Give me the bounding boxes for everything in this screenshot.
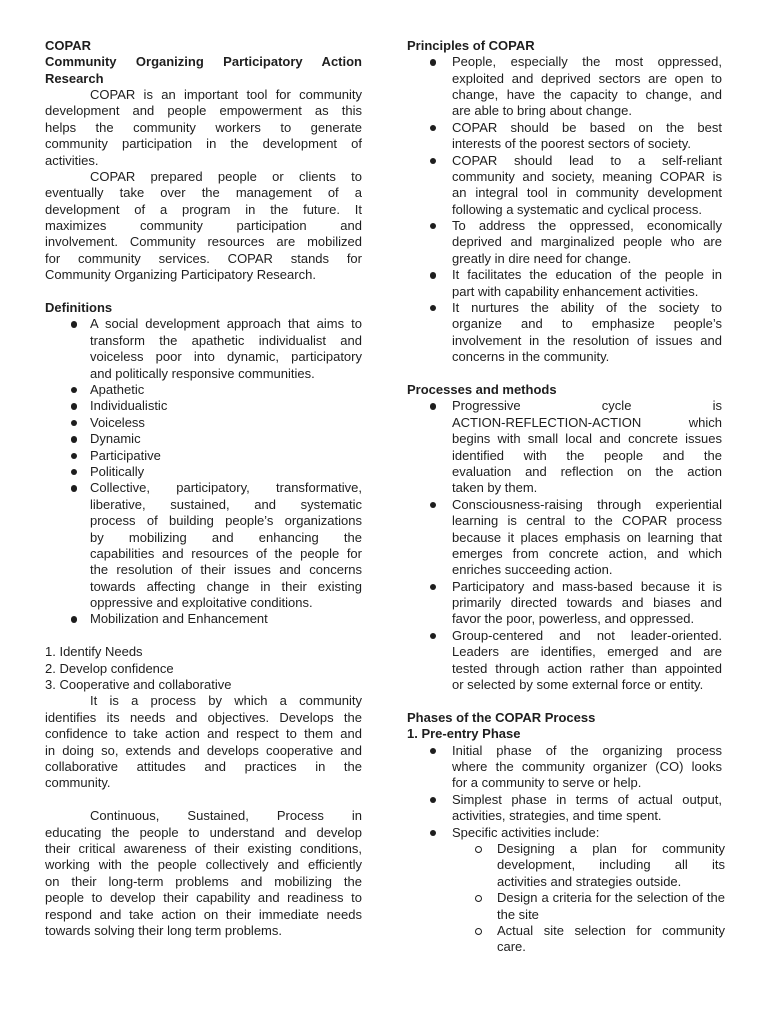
bullet-icon (71, 387, 77, 393)
text-line: COPAR should be based on the best (452, 119, 722, 135)
text-line: Community Organizing Participatory Research. (45, 267, 316, 283)
text-line: their critical awareness of their existing conditions, (45, 840, 362, 856)
text-line: respond and take action on their immediate needs (45, 906, 362, 922)
text-line: and politically responsive communities. (90, 365, 315, 381)
text-line: identifies its needs and objectives. Develops the (45, 709, 362, 725)
text-line: an integral tool in community development (452, 185, 722, 201)
text-line: the resolution of their issues and concerns (90, 562, 362, 578)
bullet-icon (430, 584, 436, 590)
text-line: Actual site selection for community (497, 922, 725, 938)
text-line: eventually take over the management of a (45, 185, 362, 201)
text-line: Consciousness-raising through experiential (452, 496, 722, 512)
bullet-icon (430, 305, 436, 311)
intro-paragraph (45, 87, 362, 169)
text-line: working with the people collectively and efficiently (45, 857, 362, 873)
text-line: deprived and marginalized people who are (452, 234, 722, 250)
process-item (407, 579, 722, 628)
blank-line (45, 284, 362, 300)
principles-list (407, 54, 725, 365)
phase-item (407, 825, 722, 841)
bullet-icon (71, 403, 77, 409)
bullet-icon (430, 158, 436, 164)
principle-item (407, 153, 722, 219)
definition-item (45, 464, 362, 480)
text-line: involvement. Community resources are mobilized (45, 234, 362, 250)
text-line: tested through action rather than appointed (452, 660, 722, 676)
text-line: COPAR should lead to a self-reliant (452, 152, 722, 168)
definition-item (45, 382, 362, 398)
definition-item (45, 415, 362, 431)
bullet-icon (71, 420, 77, 426)
text-line: Designing a plan for community (497, 840, 725, 856)
text-line: by mobilizing and enhancing the (90, 529, 362, 545)
principle-item (407, 54, 722, 120)
blank-line (45, 628, 362, 644)
text-line: or selected by some external force or entity. (452, 677, 704, 693)
text-line: Collective, participatory, transformative, (90, 480, 362, 496)
blank-line (45, 792, 362, 808)
bullet-icon (430, 272, 436, 278)
text-line: activities and strategies outside. (497, 873, 682, 889)
text-line: towards solving their long term problems. (45, 922, 282, 938)
definition-item (45, 398, 362, 414)
bullet-icon (430, 502, 436, 508)
text-line: helps the community workers to generate (45, 119, 362, 135)
text-line: favor the poor, powerless, and oppressed. (452, 611, 695, 627)
text-line: Participatory and mass-based because it is (452, 578, 722, 594)
hollow-bullet-icon (475, 846, 482, 853)
principle-item (407, 120, 722, 153)
text-line: Initial phase of the organizing process (452, 742, 722, 758)
text-line: It nurtures the ability of the society to (452, 300, 722, 316)
bullet-icon (430, 59, 436, 65)
definition-item (45, 431, 362, 447)
blank-line (407, 366, 725, 382)
text-line: change, have the capacity to change, and (452, 86, 722, 102)
text-line: community and society, meaning COPAR is (452, 168, 722, 184)
bullet-icon (71, 469, 77, 475)
subsection-heading: 1. Pre-entry Phase (407, 726, 521, 742)
text-line: To address the oppressed, economically (452, 218, 722, 234)
text-line: on their long-term problems and mobilizing the (45, 873, 362, 889)
text-line: care. (497, 939, 526, 955)
text-line: Research (45, 70, 104, 86)
text-line: It is a process by which a community (90, 693, 362, 709)
text-line: A social development approach that aims to (90, 316, 362, 332)
text-line: where the community organizer (CO) looks (452, 758, 722, 774)
left-column (45, 38, 362, 939)
hollow-bullet-icon (475, 928, 482, 935)
section-heading: Definitions (45, 300, 113, 316)
text-line: Voiceless (90, 414, 145, 430)
text-line: concerns in the community. (452, 349, 610, 365)
text-line: COPAR is an important tool for community (90, 86, 362, 102)
text-line: capabilities and resources of the people for (90, 545, 362, 561)
bullet-icon (71, 485, 77, 491)
text-line: part with capability enhancement activities. (452, 283, 699, 299)
bullet-icon (71, 436, 77, 442)
section-heading: Processes and methods (407, 382, 557, 397)
process-item (407, 398, 722, 496)
text-line: maximizes community participation and (45, 218, 362, 234)
definition-item (45, 448, 362, 464)
phase-item (407, 743, 722, 792)
text-line: Apathetic (90, 382, 145, 397)
bullet-icon (71, 453, 77, 459)
text-line: taken by them. (452, 480, 538, 496)
definition-item (45, 611, 362, 627)
text-line: community participation in the development of (45, 136, 362, 152)
document-title: COPAR (45, 37, 91, 53)
text-line: development of a program in the future. It (45, 201, 362, 217)
text-line: Dynamic (90, 431, 141, 447)
text-line: because it places emphasis on learning that (452, 529, 722, 545)
numbered-item: 1. Identify Needs (45, 644, 143, 660)
process-item (407, 628, 722, 694)
bullet-icon (430, 797, 436, 803)
text-line: development, including all its (497, 857, 725, 873)
text-line: Mobilization and Enhancement (90, 611, 268, 627)
text-line: COPAR prepared people or clients to (90, 168, 362, 184)
activity-subitem (407, 890, 725, 923)
text-line: confidence to take action and respect to them and (45, 726, 362, 742)
text-line: Leaders are identifies, emerged and are (452, 644, 722, 660)
bullet-icon (430, 830, 436, 836)
text-line: exploited and deprived sectors are open to (452, 70, 722, 86)
closing-paragraph (45, 693, 362, 791)
text-line: transform the apathetic individualist and (90, 332, 362, 348)
definition-item (45, 480, 362, 611)
phase-item (407, 792, 722, 825)
text-line: towards affecting change in their existing (90, 578, 362, 594)
text-line: for community services. COPAR stands for (45, 250, 362, 266)
text-line: voiceless poor into dynamic, participatory (90, 349, 362, 365)
text-line: activities. (45, 152, 99, 168)
text-line: activities, strategies, and time spent. (452, 808, 662, 824)
bullet-icon (71, 321, 77, 327)
bullet-icon (430, 633, 436, 639)
right-column (407, 38, 725, 956)
closing-paragraph (45, 808, 362, 939)
text-line: Simplest phase in terms of actual output, (452, 791, 722, 807)
bullet-icon (430, 223, 436, 229)
text-line: collaborative attitudes and practices in the (45, 758, 362, 774)
text-line: following a systematic and cyclical process. (452, 201, 702, 217)
intro-paragraph (45, 169, 362, 284)
text-line: ACTION-REFLECTION-ACTION which (452, 414, 722, 430)
text-line: primarily directed towards and biases and (452, 595, 722, 611)
text-line: Design a criteria for the selection of the (497, 890, 725, 906)
text-line: involvement in the resolution of issues and (452, 332, 722, 348)
text-line: Progressive cycle is (452, 398, 722, 414)
process-item (407, 497, 722, 579)
text-line: community. (45, 775, 111, 791)
text-line: People, especially the most oppressed, (452, 54, 722, 70)
numbered-item: 2. Develop confidence (45, 660, 174, 676)
text-line: begins with small local and concrete issues (452, 431, 722, 447)
text-line: Continuous, Sustained, Process in (90, 808, 362, 824)
text-line: enriches succeeding action. (452, 562, 613, 578)
numbered-list (45, 644, 362, 693)
text-line: development and people empowerment as this (45, 103, 362, 119)
text-line: oppressive and exploitative conditions. (90, 595, 313, 611)
text-line: for a community to serve or help. (452, 775, 642, 791)
text-line: learning is central to the COPAR process (452, 513, 722, 529)
phase-list (407, 743, 725, 841)
activity-sublist (407, 841, 725, 956)
section-heading: Principles of COPAR (407, 37, 535, 53)
text-line: are able to bring about change. (452, 103, 632, 119)
bullet-icon (430, 748, 436, 754)
document-subtitle (45, 54, 362, 87)
principle-item (407, 300, 722, 366)
text-line: Community Organizing Participatory Action (45, 54, 362, 70)
text-line: process of building people’s organizations (90, 513, 362, 529)
text-line: in doing so, extends and develops cooperative and (45, 742, 362, 758)
processes-list (407, 398, 725, 693)
bullet-icon (71, 616, 77, 622)
hollow-bullet-icon (475, 895, 482, 902)
text-line: Individualistic (90, 398, 168, 414)
text-line: people to develop their capability and readiness to (45, 890, 362, 906)
principle-item (407, 267, 722, 300)
principle-item (407, 218, 722, 267)
numbered-item: 3. Cooperative and collaborative (45, 677, 232, 693)
activity-subitem (407, 841, 725, 890)
text-line: organize and to emphasize people’s (452, 316, 722, 332)
text-line: Group-centered and not leader-oriented. (452, 627, 722, 643)
text-line: evaluation and reflection on the action (452, 463, 722, 479)
text-line: Politically (90, 463, 145, 479)
text-line: the site (497, 906, 539, 922)
bullet-icon (430, 125, 436, 131)
text-line: emerges from concrete action, and which (452, 545, 722, 561)
text-line: interests of the poorest sectors of society. (452, 136, 691, 152)
activity-subitem (407, 923, 725, 956)
bullet-icon (430, 403, 436, 409)
text-line: liberative, sustained, and systematic (90, 496, 362, 512)
text-line: Specific activities include: (452, 824, 600, 840)
definition-item (45, 316, 362, 382)
section-heading: Phases of the COPAR Process (407, 709, 596, 725)
definitions-list (45, 316, 362, 627)
text-line: educating the people to understand and develop (45, 824, 362, 840)
text-line: greatly in dire need for change. (452, 250, 632, 266)
text-line: identified with the people and the (452, 447, 722, 463)
text-line: Participative (90, 447, 161, 463)
blank-line (407, 693, 725, 709)
text-line: It facilitates the education of the people in (452, 267, 722, 283)
